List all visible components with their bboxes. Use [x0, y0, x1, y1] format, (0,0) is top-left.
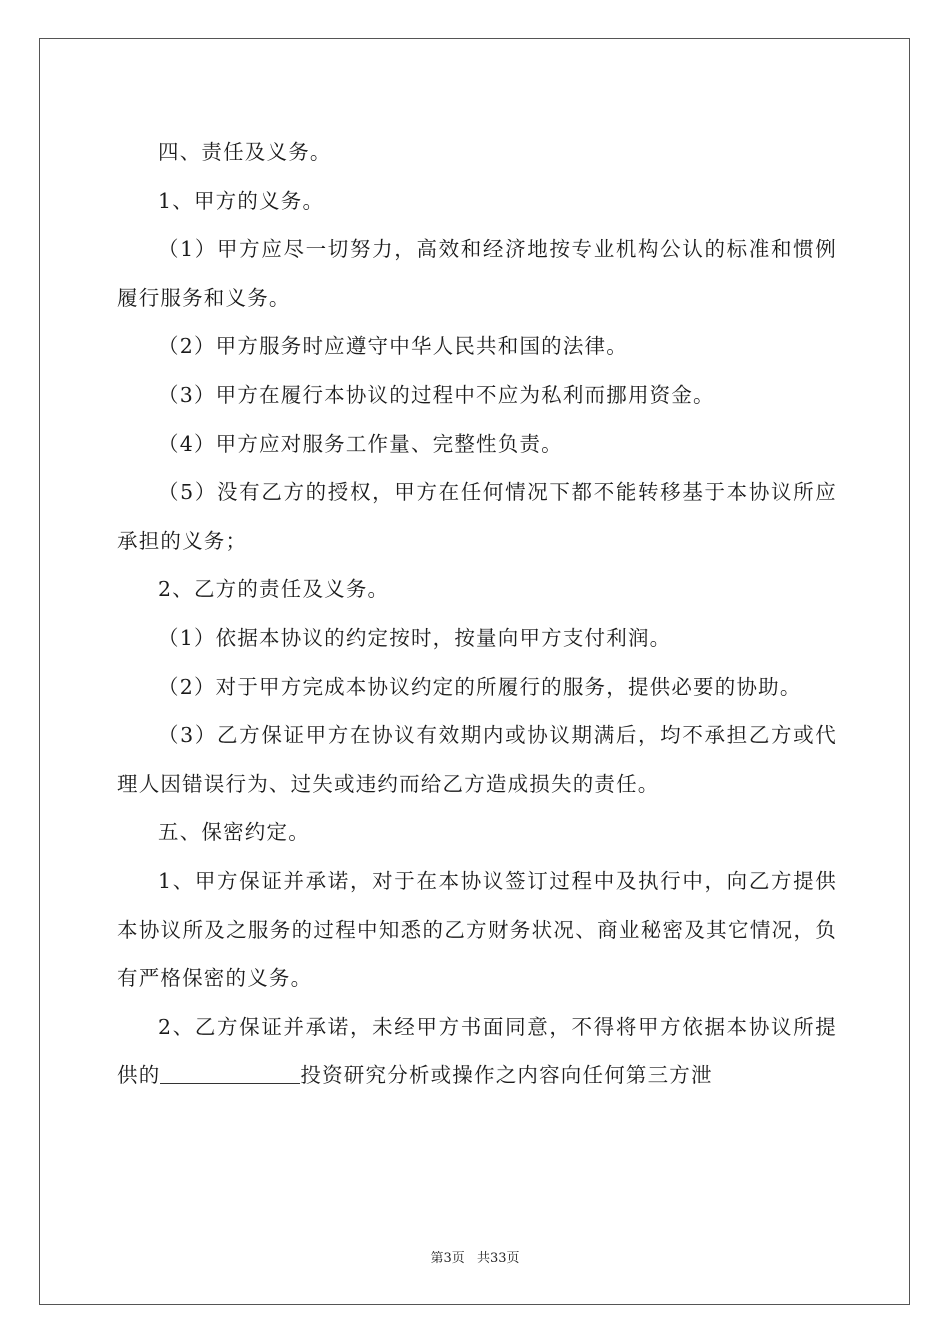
clause-paragraph: （3）乙方保证甲方在协议有效期内或协议期满后，均不承担乙方或代理人因错误行为、过失或违约而给乙方造成损失的责任。: [117, 723, 837, 796]
section-heading-duties: 四、责任及义务。: [158, 140, 332, 164]
clause-paragraph: （5）没有乙方的授权，甲方在任何情况下都不能转移基于本协议所应承担的义务；: [117, 480, 837, 553]
document-body: [117, 128, 837, 1100]
clause-paragraph: （3）甲方在履行本协议的过程中不应为私利而挪用资金。: [158, 382, 715, 407]
page-number: 第3页: [430, 1251, 465, 1266]
page-footer: [0, 1247, 950, 1266]
page-total: 共33页: [476, 1251, 520, 1266]
clause-paragraph: （1）依据本协议的约定按时，按量向甲方支付利润。: [158, 625, 672, 650]
clause-paragraph: （2）对于甲方完成本协议约定的所履行的服务，提供必要的协助。: [158, 674, 802, 699]
clause-text-before-blank: 2、乙方保证并承诺，未经甲方书面同意，不得将甲方依据本协议所提供的: [117, 1014, 837, 1088]
fill-in-blank: [160, 1063, 300, 1085]
clause-text-after-blank: 投资研究分析或操作之内容向任何第三方泄: [300, 1063, 713, 1088]
clause-paragraph-with-blank: [117, 1003, 837, 1100]
subsection-party-b-duties: 2、乙方的责任及义务。: [158, 577, 390, 602]
clause-paragraph: （2）甲方服务时应遵守中华人民共和国的法律。: [158, 334, 628, 359]
subsection-party-a-duties: 1、甲方的义务。: [158, 188, 325, 213]
clause-paragraph: 1、甲方保证并承诺，对于在本协议签订过程中及执行中，向乙方提供本协议所及之服务的过程中知悉的乙方财务状况、商业秘密及其它情况，负有严格保密的义务。: [117, 868, 837, 991]
section-heading-confidentiality: 五、保密约定。: [158, 820, 310, 845]
clause-paragraph: （1）甲方应尽一切努力，高效和经济地按专业机构公认的标准和惯例履行服务和义务。: [117, 237, 837, 310]
clause-paragraph: （4）甲方应对服务工作量、完整性负责。: [158, 431, 563, 456]
